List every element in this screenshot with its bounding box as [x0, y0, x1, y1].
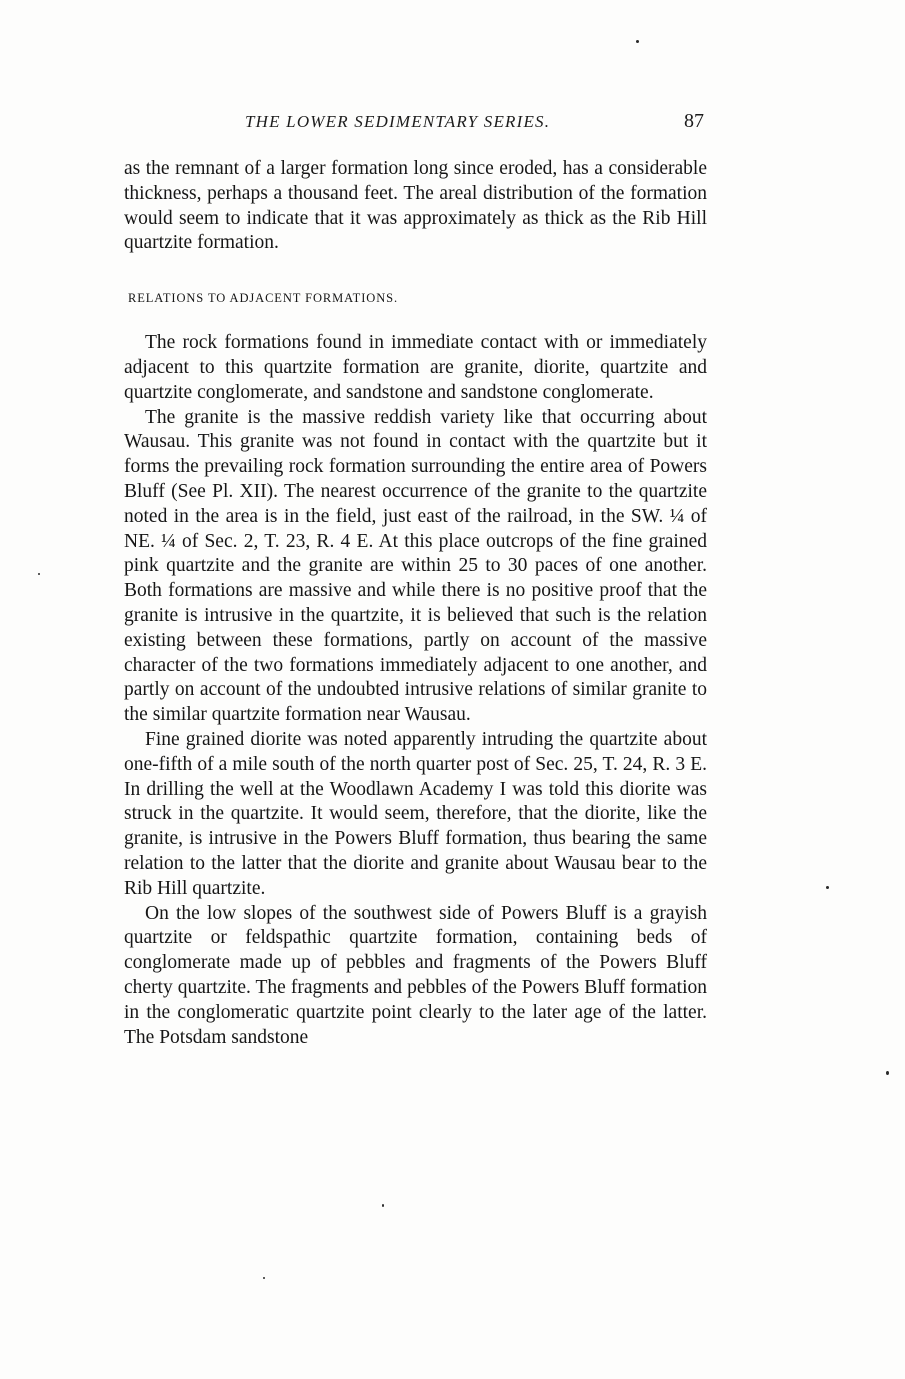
- scan-speck: [382, 1204, 384, 1207]
- scan-speck: [826, 886, 829, 889]
- scan-speck: [636, 40, 639, 43]
- paragraph-conglomerate: On the low slopes of the southwest side of Powers Bluff is a grayish quartzite or feldspathic quartzite formation, containing beds of conglomerate made up of pebbles and fragments of the Powers Bluff cherty quartzite. The fragments and pebbles of the Powers Bluff formation in the conglomeratic quartzite point clearly to the later age of the latter. The Potsdam sandstone: [124, 902, 707, 1048]
- paragraph-diorite: Fine grained diorite was noted apparently intruding the quartzite about one-fifth of a mile south of the north quarter post of Sec. 25, T. 24, R. 3 E. In drilling the well at the Woodlawn Academy I was told this diorite was struck in the quartzite. It would seem, therefore, that the diorite, like the granite, is intrusive in the Powers Bluff formation, thus bearing the same relation to the latter that the diorite and granite about Wausau bear to the Rib Hill quartzite.: [124, 728, 707, 899]
- running-head: [0, 110, 905, 140]
- section-heading: RELATIONS TO ADJACENT FORMATIONS.: [128, 291, 399, 306]
- scan-speck: [38, 573, 40, 575]
- scan-speck: [263, 1277, 265, 1279]
- page-number: 87: [684, 110, 704, 132]
- continuation-paragraph: as the remnant of a larger formation long since eroded, has a considerable thickness, perhaps a thousand feet. The areal distribution of the formation would seem to indicate that it was approximately as thick as the Rib Hill quartzite formation.: [124, 158, 707, 254]
- scan-speck: [886, 1071, 889, 1075]
- paragraph-granite: The granite is the massive reddish variety like that occurring about Wausau. This granite was not found in contact with the quartzite but it forms the prevailing rock formation surrounding the entire area of Powers Bluff (See Pl. XII). The nearest occurrence of the granite to the quartzite noted in the area is in the field, just east of the railroad, in the SW. ¼ of NE. ¼ of Sec. 2, T. 23, R. 4 E. At this place outcrops of the fine grained pink quartzite and the granite are within 25 to 30 paces of one another. Both formations are massive and while there is no positive proof that the granite is intrusive in the quartzite, it is believed that such is the relation existing between these formations, partly on account of the massive character of the two formations immediately adjacent to one another, and partly on account of the undoubted intrusive relations of similar granite to the similar quartzite formation near Wausau.: [124, 406, 707, 726]
- body-text: [124, 157, 707, 1050]
- running-title: THE LOWER SEDIMENTARY SERIES.: [245, 112, 551, 131]
- paragraph-rock-formations: The rock formations found in immediate contact with or immediately adjacent to this quartzite formation are granite, diorite, quartzite and quartzite conglomerate, and sandstone and sandstone conglomerate.: [124, 332, 707, 403]
